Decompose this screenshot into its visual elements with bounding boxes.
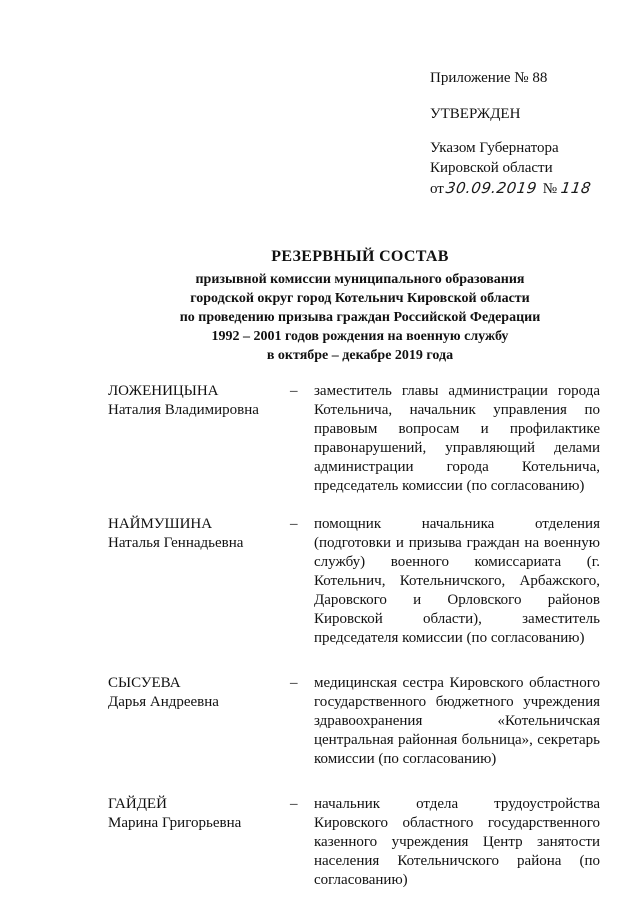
approval-header bbox=[430, 68, 630, 199]
member-dash: – bbox=[290, 516, 298, 532]
member-name bbox=[108, 795, 290, 890]
member-dash: – bbox=[290, 675, 298, 691]
handwritten-number: 118 bbox=[559, 179, 593, 197]
member-entry bbox=[108, 674, 600, 769]
decree-reference bbox=[430, 138, 630, 199]
member-given-names: Дарья Андреевна bbox=[108, 694, 219, 710]
member-role: заместитель главы администрации города Котельнича, начальник управления по правовым вопросам и профилактике правонарушений, управляющий делами администрации города Котельнича, председатель комиссии (по согласованию) bbox=[314, 383, 600, 494]
member-surname: ГАЙДЕЙ bbox=[108, 796, 167, 812]
member-given-names: Наталия Владимировна bbox=[108, 402, 259, 418]
approved-stamp-text: УТВЕРЖДЕН bbox=[430, 106, 521, 122]
member-list bbox=[108, 382, 600, 890]
title-line-4: 1992 – 2001 годов рождения на военную службу bbox=[211, 329, 509, 344]
member-entry bbox=[108, 515, 600, 648]
member-surname: СЫСУЕВА bbox=[108, 675, 181, 691]
decree-line-1: Указом Губернатора bbox=[430, 140, 559, 156]
decree-date-line bbox=[430, 178, 630, 199]
title-line-3: по проведению призыва граждан Российской Федерации bbox=[179, 310, 541, 325]
member-dash: – bbox=[290, 383, 298, 399]
document-title bbox=[100, 248, 620, 365]
member-surname: НАЙМУШИНА bbox=[108, 516, 213, 532]
date-prefix: от bbox=[430, 181, 444, 197]
member-given-names: Наталья Геннадьевна bbox=[108, 535, 244, 551]
member-given-names: Марина Григорьевна bbox=[108, 815, 242, 831]
number-sign: № bbox=[542, 181, 558, 197]
member-role: медицинская сестра Кировского областного государственного бюджетного учреждения здравоохранения «Котельничская центральная районная больница», секретарь комиссии (по согласованию) bbox=[314, 675, 600, 767]
member-dash: – bbox=[290, 796, 298, 812]
member-entry bbox=[108, 382, 600, 496]
member-name bbox=[108, 674, 290, 769]
appendix-number: Приложение № 88 bbox=[430, 70, 548, 86]
member-role: помощник начальника отделения (подготовки и призыва граждан на военную службу) военного комиссариата (г. Котельнич, Котельничского, Арбажского, Даровского и Орловского районов Кировской области), заместитель председателя комиссии (по согласованию) bbox=[314, 516, 600, 646]
member-name bbox=[108, 515, 290, 648]
member-surname: ЛОЖЕНИЦЫНА bbox=[108, 383, 219, 399]
decree-line-2: Кировской области bbox=[430, 160, 553, 176]
member-role: начальник отдела трудоустройства Кировского областного государственного казенного учреждения Центр занятости населения Котельничского района (по согласованию) bbox=[314, 796, 600, 888]
title-line-2: городской округ город Котельнич Кировской области bbox=[190, 291, 530, 306]
title-line-1: призывной комиссии муниципального образования bbox=[195, 272, 525, 287]
handwritten-date: 30.09.2019 bbox=[444, 179, 539, 197]
title-main: РЕЗЕРВНЫЙ СОСТАВ bbox=[271, 248, 449, 265]
member-entry bbox=[108, 795, 600, 890]
title-line-5: в октябре – декабре 2019 года bbox=[266, 348, 454, 363]
member-name bbox=[108, 382, 290, 496]
